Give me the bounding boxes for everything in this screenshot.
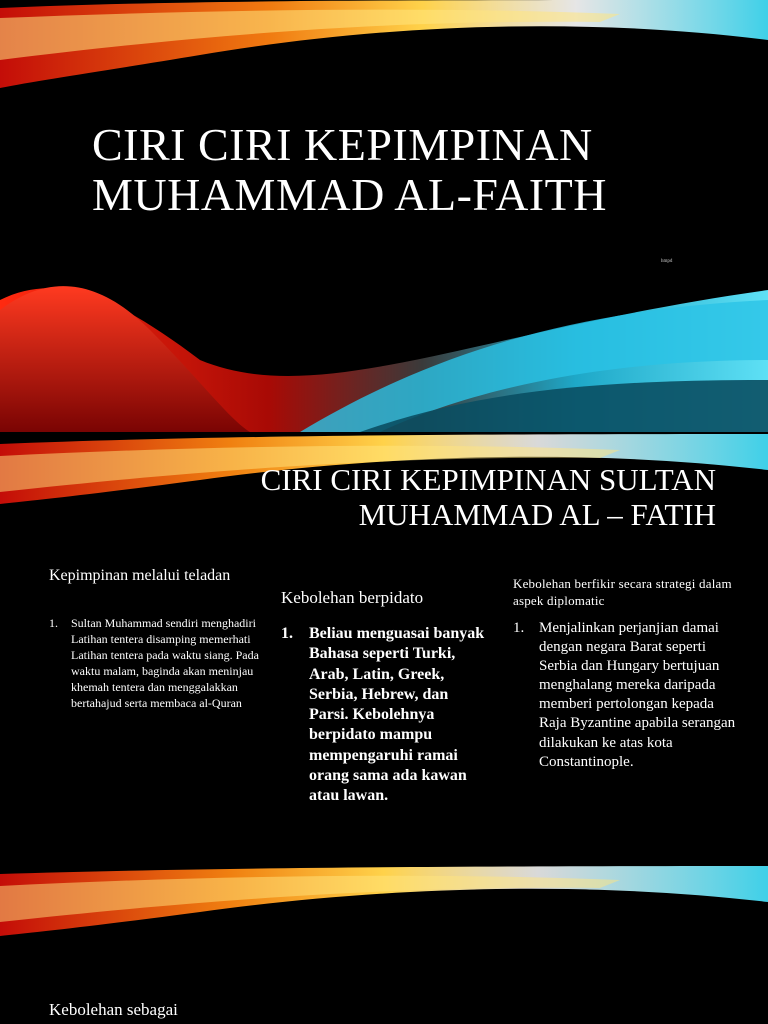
content-slide xyxy=(0,434,768,866)
swoosh-bottom-red xyxy=(0,286,250,432)
next-slide-partial xyxy=(0,866,768,1024)
numbered-list xyxy=(49,615,259,711)
column-heading: Kepimpinan melalui teladan xyxy=(49,567,231,584)
list-number: 1. xyxy=(513,620,525,636)
slide-title: CIRI CIRI KEPIMPINAN SULTAN MUHAMMAD AL – FATIH xyxy=(260,462,716,532)
list-number: 1. xyxy=(49,616,58,630)
column-heading: Kebolehan berfikir secara strategi dalam aspek diplomatic xyxy=(513,576,732,608)
list-item xyxy=(49,615,259,711)
numbered-list xyxy=(513,619,738,772)
column-diplomatic xyxy=(513,575,738,772)
numbered-list xyxy=(281,624,491,807)
list-item xyxy=(281,624,491,807)
column-teladan xyxy=(49,566,259,711)
list-text: Sultan Muhammad sendiri menghadiri Latihan tentera disamping memerhati Latihan tentera pada waktu siang. Pada waktu malam, baginda akan meninjau khemah tentera dan menggalakkan bertahajud serta membaca al-Quran xyxy=(71,616,259,710)
list-item xyxy=(513,619,738,772)
column-heading: Kebolehan berpidato xyxy=(281,588,424,607)
column-heading: Kebolehan sebagai xyxy=(49,1000,178,1019)
list-text: Menjalinkan perjanjian damai dengan negara Barat seperti Serbia dan Hungary bertujuan menghalang mereka daripada memberi pertolongan kepada Raja Byzantine apabila serangan dilakukan ke atas kota Constantinople. xyxy=(539,620,736,770)
slide-title: CIRI CIRI KEPIMPINAN MUHAMMAD AL-FAITH xyxy=(92,119,607,220)
swoosh-decoration-header xyxy=(0,866,768,946)
list-text: Beliau menguasai banyak Bahasa seperti Turki, Arab, Latin, Greek, Serbia, Hebrew, dan Parsi. Kebolehnya berpidato mampu mempengaruhi ramai orang sama ada kawan atau lawan. xyxy=(309,625,485,805)
column-berpidato xyxy=(281,588,491,807)
list-number: 1. xyxy=(281,625,293,642)
title-slide xyxy=(0,0,768,432)
small-note: hmpd xyxy=(661,259,673,264)
